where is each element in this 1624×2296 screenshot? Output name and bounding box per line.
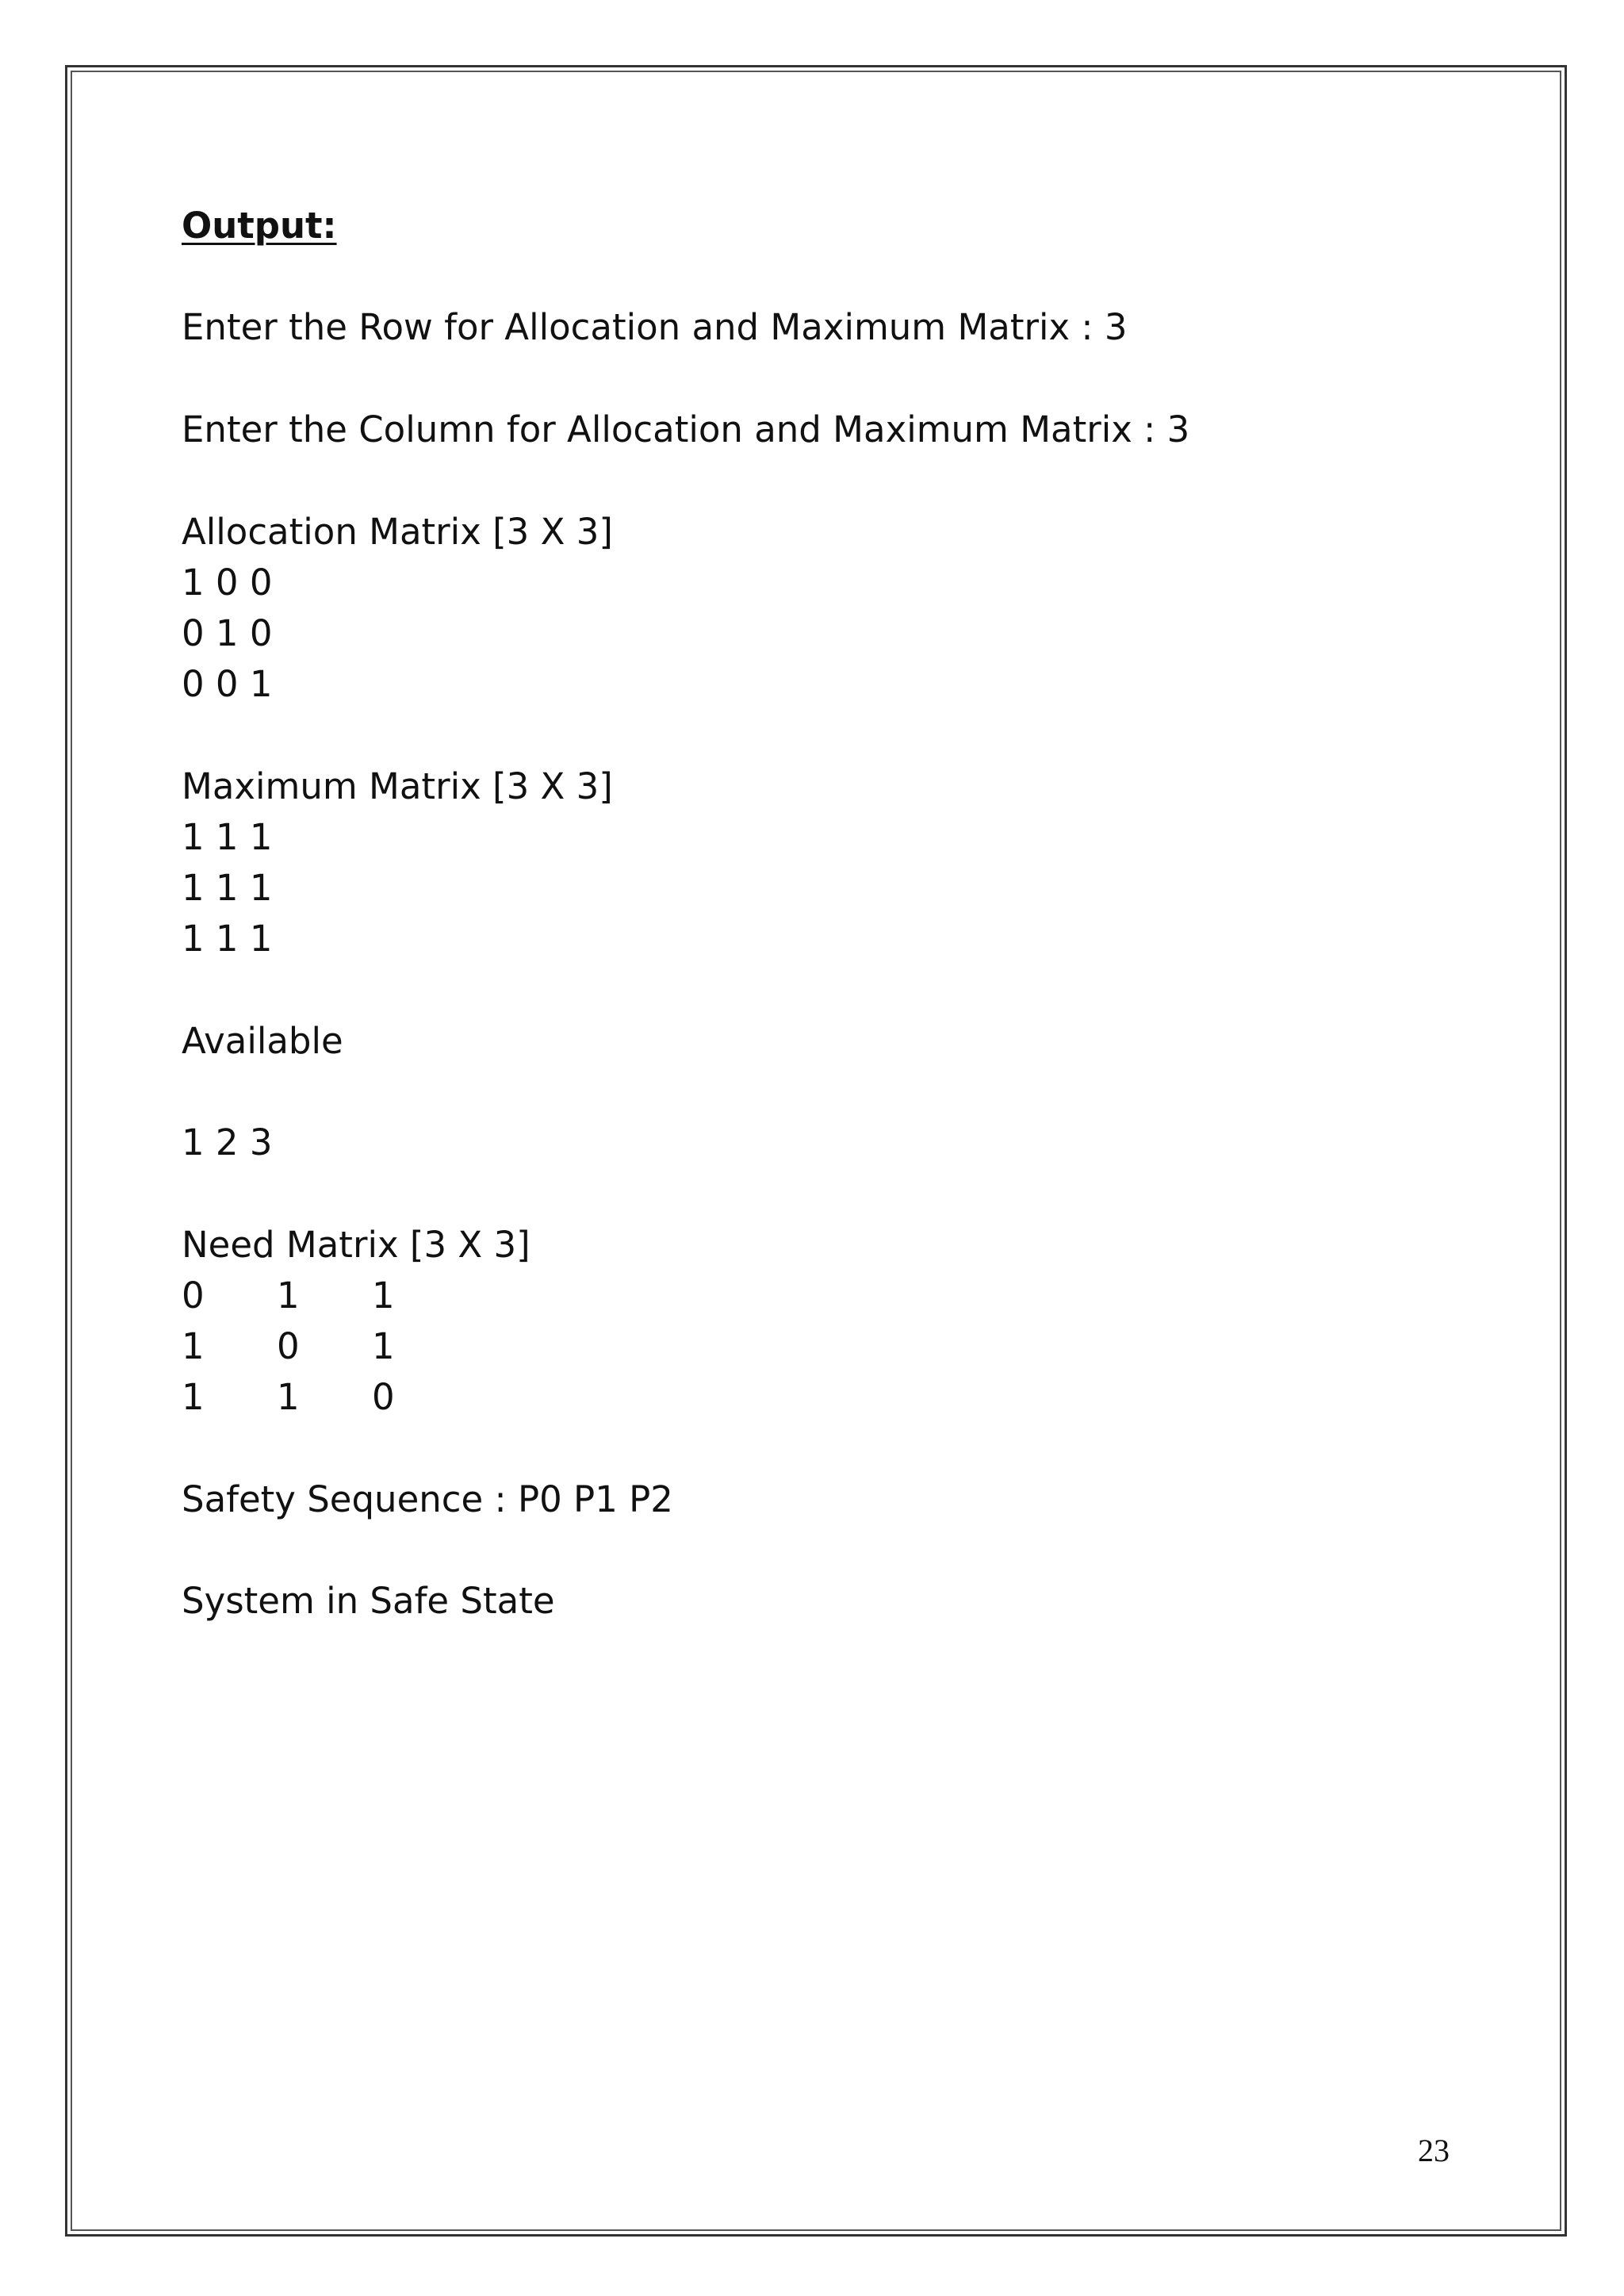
need-cell: 1 (277, 1274, 300, 1317)
allocation-matrix-title: Allocation Matrix [3 X 3] (182, 511, 613, 553)
allocation-row-1: 1 0 0 (182, 562, 273, 604)
need-cell: 1 (182, 1376, 205, 1418)
need-row-2 (182, 1325, 657, 1368)
allocation-row-2: 0 1 0 (182, 612, 273, 654)
need-cell: 0 (277, 1325, 300, 1367)
maximum-row-1: 1 1 1 (182, 816, 273, 858)
available-title: Available (182, 1020, 343, 1062)
maximum-row-3: 1 1 1 (182, 918, 273, 960)
need-cell: 1 (372, 1274, 395, 1317)
available-values: 1 2 3 (182, 1121, 273, 1163)
allocation-row-3: 0 0 1 (182, 663, 273, 705)
maximum-row-2: 1 1 1 (182, 867, 273, 909)
output-heading: Output: (182, 205, 337, 247)
need-matrix-title: Need Matrix [3 X 3] (182, 1224, 530, 1266)
maximum-matrix-title: Maximum Matrix [3 X 3] (182, 765, 613, 807)
need-cell: 0 (372, 1376, 395, 1418)
safety-sequence: Safety Sequence : P0 P1 P2 (182, 1478, 673, 1520)
need-cell: 1 (372, 1325, 395, 1367)
page-border-inner (71, 71, 1561, 2231)
need-cell: 0 (182, 1274, 205, 1317)
need-row-1 (182, 1274, 657, 1317)
need-cell: 1 (277, 1376, 300, 1418)
system-state: System in Safe State (182, 1580, 555, 1622)
need-row-3 (182, 1376, 657, 1419)
need-cell: 1 (182, 1325, 205, 1367)
column-prompt: Enter the Column for Allocation and Maximum Matrix : 3 (182, 408, 1190, 450)
row-prompt: Enter the Row for Allocation and Maximum Matrix : 3 (182, 306, 1128, 348)
page-number: 23 (1418, 2133, 1450, 2168)
